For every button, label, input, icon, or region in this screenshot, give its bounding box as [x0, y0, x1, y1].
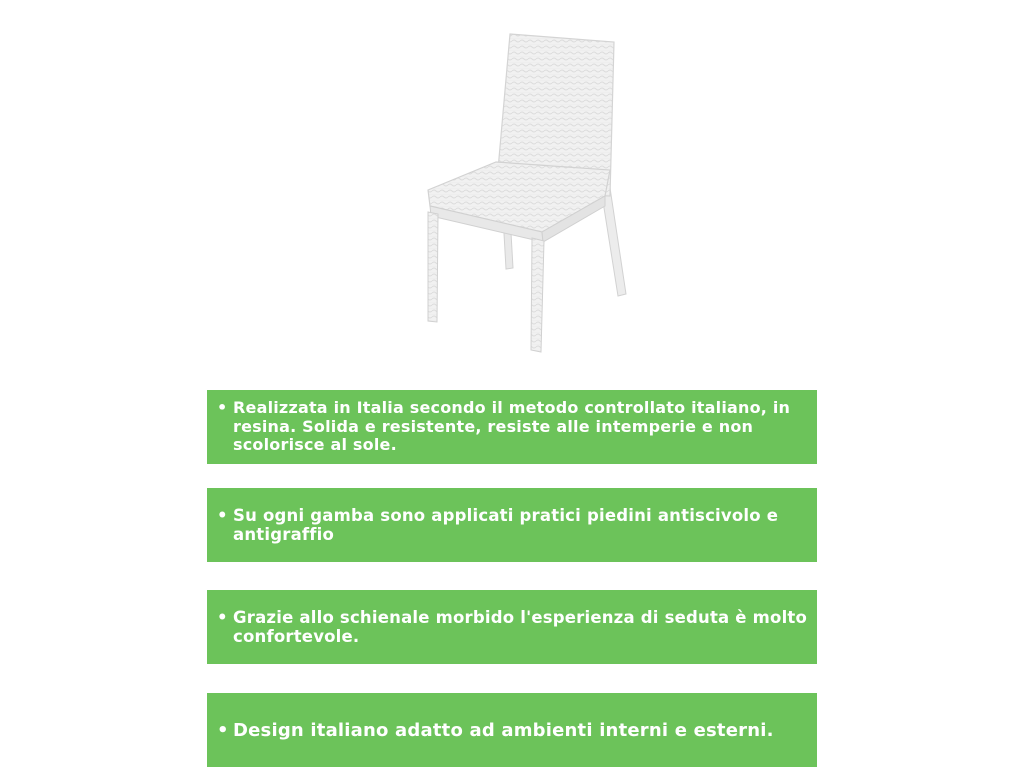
feature-item: • Design italiano adatto ad ambienti interni e esterni.	[217, 721, 774, 740]
product-image	[400, 20, 650, 360]
feature-box	[207, 488, 817, 562]
feature-item: • Su ogni gamba sono applicati pratici piedini antiscivolo e antigraffio	[217, 506, 817, 544]
feature-item-line: Grazie allo schienale morbido l'esperienza di seduta è molto	[233, 608, 808, 627]
feature-item	[217, 608, 807, 646]
feature-list	[207, 506, 817, 544]
feature-box	[207, 693, 817, 767]
white-rattan-chair-icon	[400, 20, 650, 360]
feature-list	[207, 608, 807, 646]
feature-item-line: confortevole.	[233, 627, 360, 646]
feature-box	[207, 390, 817, 464]
feature-list	[207, 721, 774, 740]
feature-list	[207, 399, 817, 455]
feature-box	[207, 590, 817, 664]
feature-item: • Realizzata in Italia secondo il metodo controllato italiano, in resina. Solida e resistente, resiste alle intemperie e non scolorisce al sole.	[217, 399, 817, 455]
